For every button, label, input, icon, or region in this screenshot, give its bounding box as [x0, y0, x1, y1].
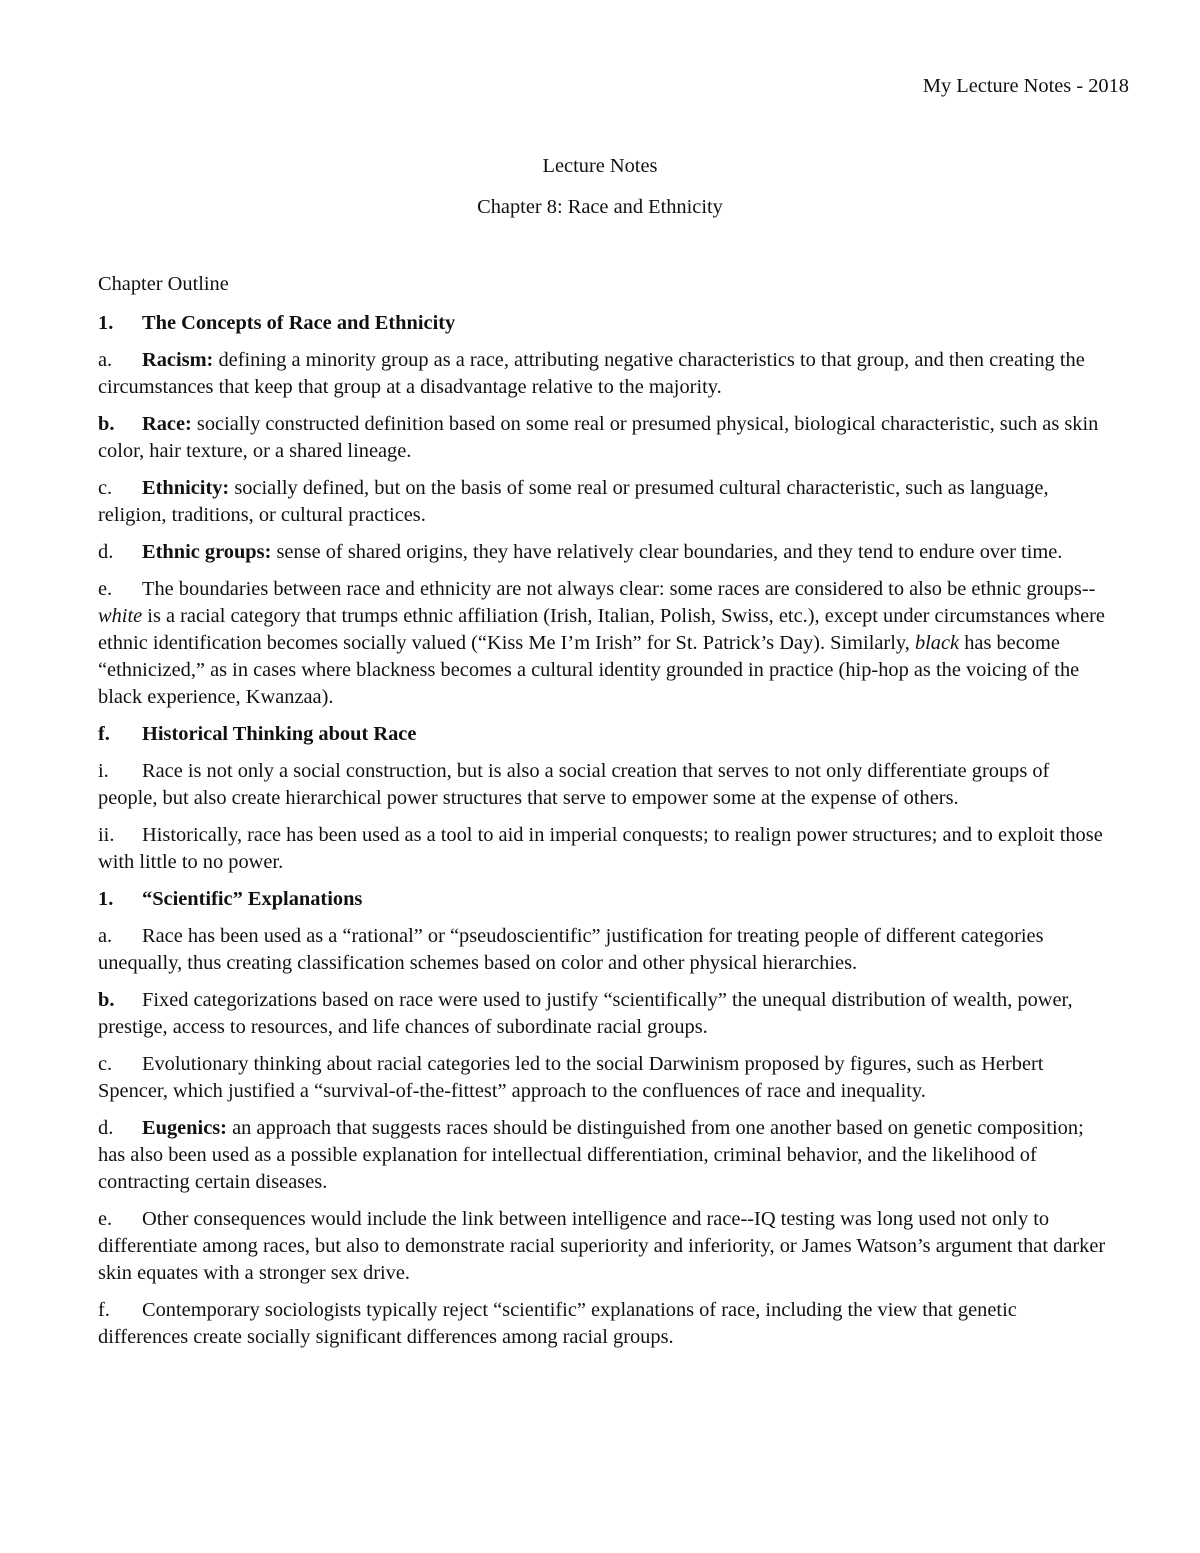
item-label: c. [98, 477, 113, 499]
item-label: b. [98, 413, 115, 435]
item-text: The boundaries between race and ethnicity are not always clear: some races are considered to also be ethnic groups-- [142, 578, 1096, 600]
list-item [98, 411, 1108, 465]
item-text: Other consequences would include the link between intelligence and race--IQ testing was long used not only to differentiate among races, but also to demonstrate racial superiority and inferiority, or James Watson’s argument that darker skin equates with a stronger sex drive. [98, 1208, 1106, 1284]
list-item [98, 1115, 1108, 1196]
list-item [98, 987, 1108, 1041]
subsection-heading [98, 721, 1108, 748]
list-item [98, 822, 1108, 876]
item-term: Racism: [142, 349, 214, 371]
item-term: Eugenics: [142, 1117, 227, 1139]
list-item [98, 347, 1108, 401]
section-heading [98, 886, 1108, 913]
item-text: Historically, race has been used as a tool to aid in imperial conquests; to realign power structures; and to exploit those with little to no power. [98, 824, 1103, 873]
item-label: d. [98, 1117, 114, 1139]
item-term: Ethnic groups: [142, 541, 272, 563]
item-text: is a racial category that trumps ethnic affiliation (Irish, Italian, Polish, Swiss, etc.), except under circumstances where ethnic identification becomes socially valued (“Kiss Me I’m Irish” for St. Patrick’s Day). Similarly, [98, 605, 1105, 654]
item-text: sense of shared origins, they have relatively clear boundaries, and they tend to endure over time. [271, 541, 1063, 563]
list-item [98, 1206, 1108, 1287]
item-term: Race: [142, 413, 192, 435]
item-text: Race is not only a social construction, but is also a social creation that serves to not only differentiate groups of people, but also create hierarchical power structures that serve to empower some at the expense of others. [98, 760, 1050, 809]
list-item [98, 758, 1108, 812]
list-item [98, 1051, 1108, 1105]
list-item [98, 539, 1108, 566]
item-label: a. [98, 925, 113, 947]
item-italic-term: black [914, 632, 960, 654]
section-heading-text: The Concepts of Race and Ethnicity [142, 312, 456, 334]
item-label: a. [98, 349, 113, 371]
section-heading [98, 310, 1108, 337]
outline-label: Chapter Outline [98, 273, 229, 295]
document-title: Lecture Notes [542, 155, 658, 177]
item-label: e. [98, 578, 113, 600]
item-text: Race has been used as a “rational” or “pseudoscientific” justification for treating people of different categories unequally, thus creating classification schemes based on color and other physical hierarchies. [98, 925, 1044, 974]
list-item [98, 1297, 1108, 1351]
item-label: f. [98, 1299, 110, 1321]
item-term: Ethnicity: [142, 477, 230, 499]
item-label: e. [98, 1208, 113, 1230]
item-text: Contemporary sociologists typically reject “scientific” explanations of race, including the view that genetic differences create socially significant differences among racial groups. [98, 1299, 1017, 1348]
item-text: socially defined, but on the basis of some real or presumed cultural characteristic, such as language, religion, traditions, or cultural practices. [98, 477, 1049, 526]
item-label: f. [98, 723, 110, 745]
section-heading-text: “Scientific” Explanations [142, 888, 363, 910]
item-label: c. [98, 1053, 113, 1075]
page-header: My Lecture Notes - 2018 [922, 75, 1129, 97]
item-text: has become “ethnicized,” as in cases where blackness becomes a cultural identity grounded in practice (hip-hop as the voicing of the black experience, Kwanzaa). [98, 632, 1080, 708]
item-italic-term: white [98, 605, 143, 627]
document-body [98, 271, 1108, 1361]
item-label: b. [98, 989, 115, 1011]
item-text: defining a minority group as a race, attributing negative characteristics to that group, and then creating the circumstances that keep that group at a disadvantage relative to the majority. [98, 349, 1085, 398]
section-number: 1. [98, 312, 114, 334]
list-item [98, 576, 1108, 711]
item-text: Fixed categorizations based on race were used to justify “scientifically” the unequal distribution of wealth, power, prestige, access to resources, and life chances of subordinate racial groups. [98, 989, 1073, 1038]
list-item [98, 923, 1108, 977]
chapter-title: Chapter 8: Race and Ethnicity [477, 196, 723, 218]
item-label: d. [98, 541, 114, 563]
list-item [98, 475, 1108, 529]
item-text: an approach that suggests races should be distinguished from one another based on genetic composition; has also been used as a possible explanation for intellectual differentiation, criminal behavior, and the likelihood of contracting certain diseases. [98, 1117, 1084, 1193]
subsection-heading-text: Historical Thinking about Race [142, 723, 417, 745]
item-text: socially constructed definition based on some real or presumed physical, biological characteristic, such as skin color, hair texture, or a shared lineage. [98, 413, 1099, 462]
item-label: ii. [98, 824, 115, 846]
item-text: Evolutionary thinking about racial categories led to the social Darwinism proposed by figures, such as Herbert Spencer, which justified a “survival-of-the-fittest” approach to the confluences of race and inequality. [98, 1053, 1044, 1102]
item-label: i. [98, 760, 109, 782]
section-number: 1. [98, 888, 114, 910]
